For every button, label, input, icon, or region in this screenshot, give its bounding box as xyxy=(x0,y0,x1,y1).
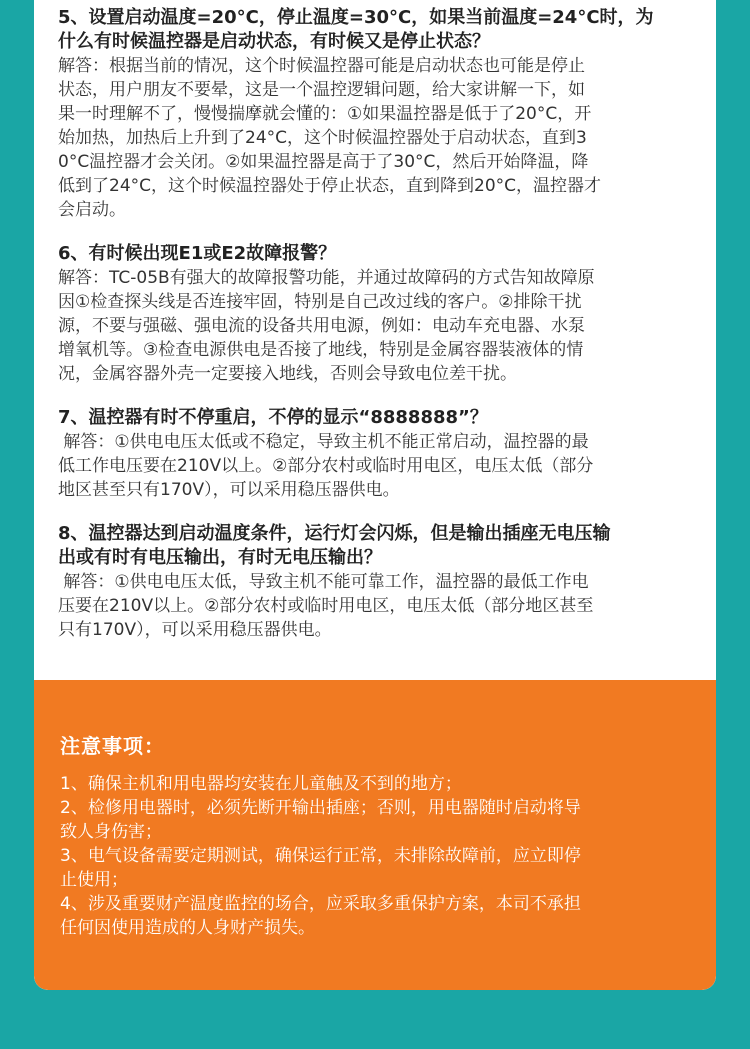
faq-answer: 解答：①供电电压太低或不稳定，导致主机不能正常启动，温控器的最 低工作电压要在210V以上。②部分农村或临时用电区，电压太低（部分 地区甚至只有170V），可以采用稳压器供电。 xyxy=(58,432,594,500)
faq-item-5 xyxy=(58,6,698,222)
faq-item-7 xyxy=(58,406,698,502)
faq-answer: 解答：TC-05B有强大的故障报警功能，并通过故障码的方式告知故障原 因①检查探头线是否连接牢固，特别是自己改过线的客户。②排除干扰 源，不要与强磁、强电流的设备共用电源，例如：电动车充电器、水泵 增氧机等。③检查电源供电是否接了地线，特别是金属容器装液体的情 况，金属容器外壳一定要接入地线，否则会导致电位差干扰。 xyxy=(58,268,595,384)
faq-question: 6、有时候出现E1或E2故障报警？ xyxy=(58,243,337,264)
notice-item: 3、电气设备需要定期测试，确保运行正常，未排除故障前，应立即停 止使用； xyxy=(60,846,581,890)
faq-answer: 解答：①供电电压太低，导致主机不能可靠工作，温控器的最低工作电 压要在210V以上。②部分农村或临时用电区，电压太低（部分地区甚至 只有170V），可以采用稳压器供电。 xyxy=(58,572,594,640)
notice-title: 注意事项： xyxy=(60,734,165,758)
faq-item-8 xyxy=(58,522,698,642)
notice-panel xyxy=(34,680,716,990)
notice-item: 2、检修用电器时，必须先断开输出插座；否则，用电器随时启动将导 致人身伤害； xyxy=(60,798,581,842)
faq-question: 5、设置启动温度=20°C，停止温度=30°C，如果当前温度=24°C时，为 什么有时候温控器是启动状态，有时候又是停止状态？ xyxy=(58,7,654,52)
faq-card xyxy=(34,0,716,990)
faq-answer: 解答：根据当前的情况，这个时候温控器可能是启动状态也可能是停止 状态，用户朋友不要晕，这是一个温控逻辑问题，给大家讲解一下，如 果一时理解不了，慢慢揣摩就会懂的：①如果温控器是低于了20°C，开 始加热，加热后上升到了24°C，这个时候温控器处于启动状态，直到3 0°C温控器才会关闭。②如果温控器是高于了30°C，然后开始降温，降 低到了24°C，这个时候温控器处于停止状态，直到降到20°C，温控器才 会启动。 xyxy=(58,56,602,220)
notice-item: 1、确保主机和用电器均安装在儿童触及不到的地方； xyxy=(60,774,462,794)
faq-list xyxy=(58,6,698,662)
notice-item: 4、涉及重要财产温度监控的场合，应采取多重保护方案，本司不承担 任何因使用造成的人身财产损失。 xyxy=(60,894,581,938)
faq-question: 7、温控器有时不停重启，不停的显示“8888888”？ xyxy=(58,407,488,428)
faq-question: 8、温控器达到启动温度条件，运行灯会闪烁，但是输出插座无电压输 出或有时有电压输出，有时无电压输出？ xyxy=(58,523,611,568)
faq-item-6 xyxy=(58,242,698,386)
notice-list xyxy=(60,772,700,940)
